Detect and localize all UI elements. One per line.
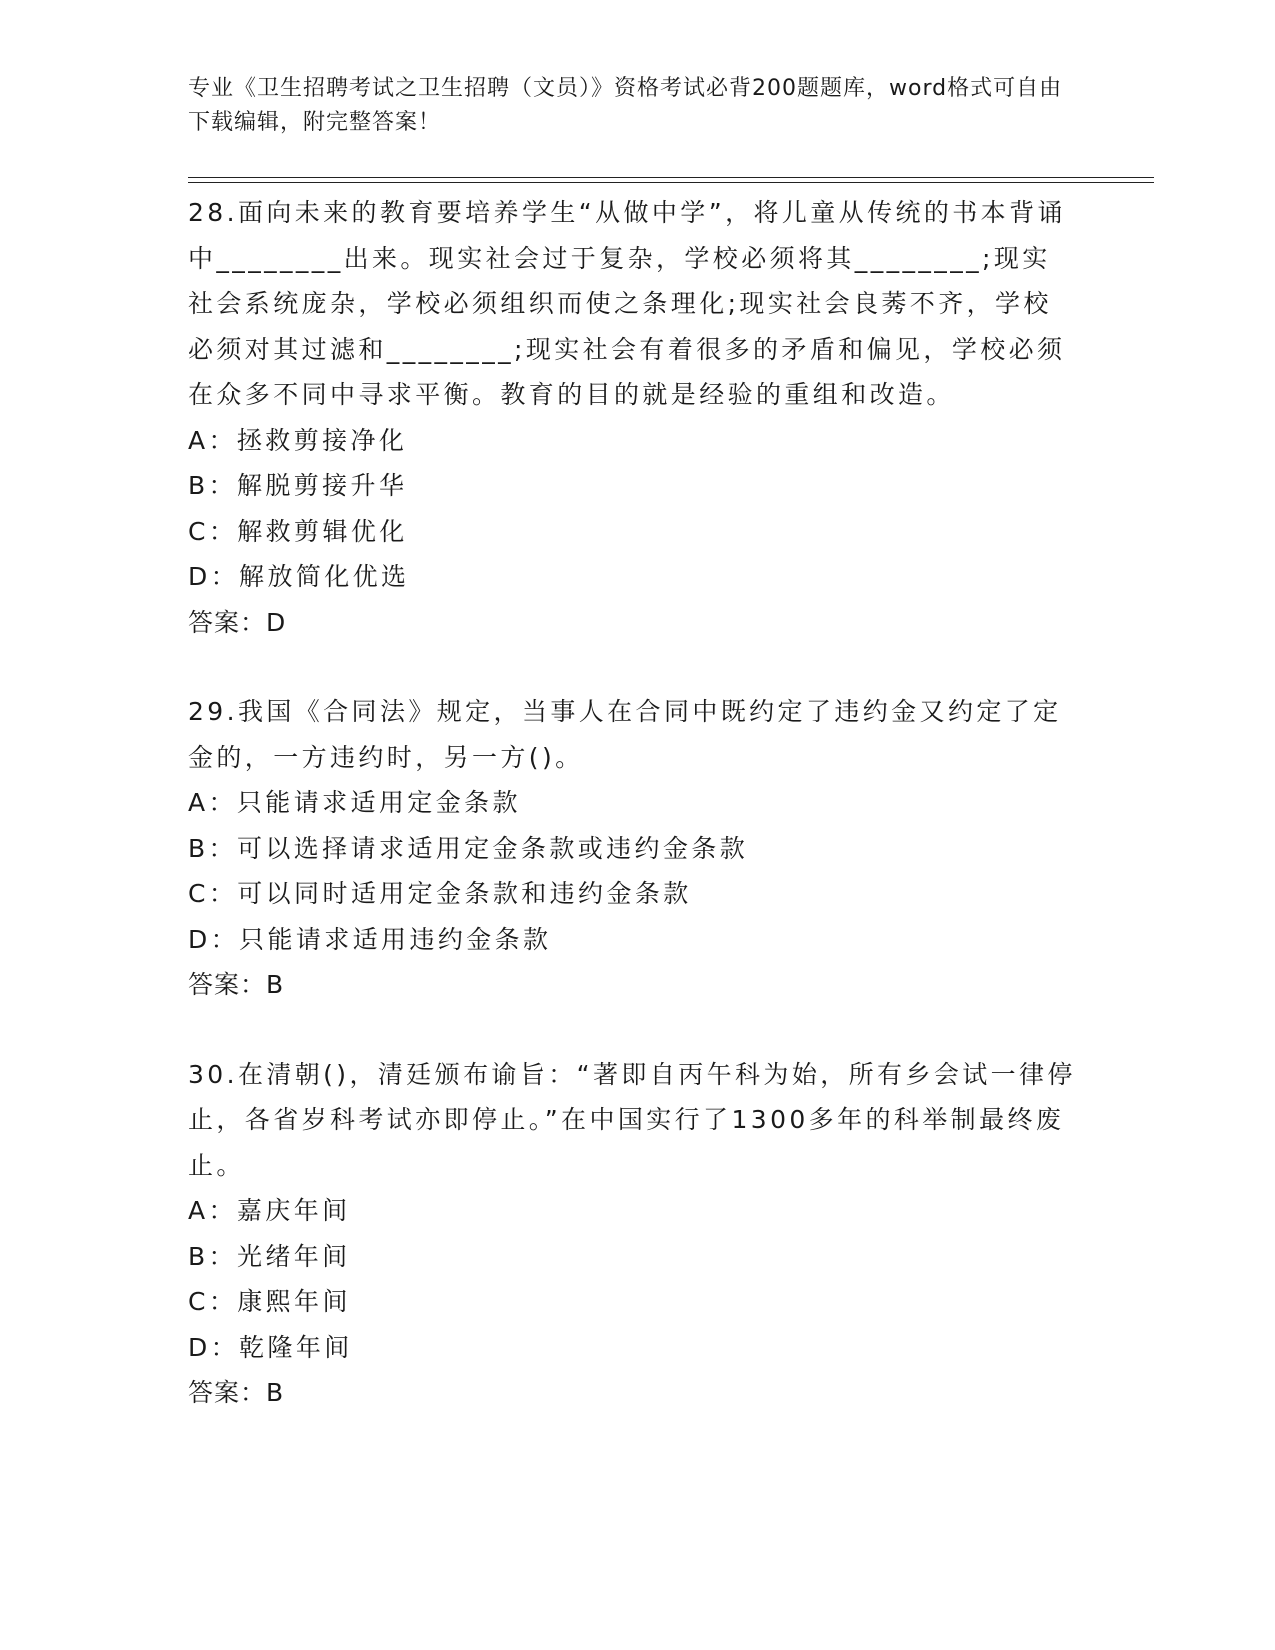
question-list	[188, 190, 1078, 1460]
option-c: C：解救剪辑优化	[188, 516, 408, 546]
answer: 答案：D	[188, 607, 287, 637]
option-d: D：只能请求适用违约金条款	[188, 924, 552, 954]
header-divider-bottom	[188, 182, 1154, 183]
option-b: B：解脱剪接升华	[188, 471, 408, 500]
question-30	[188, 1052, 1078, 1416]
option-c: C：可以同时适用定金条款和违约金条款	[188, 879, 692, 908]
question-29	[188, 689, 1078, 1008]
option-a: A：只能请求适用定金条款	[188, 788, 521, 817]
header-divider-top	[188, 177, 1154, 178]
option-b: B：光绪年间	[188, 1241, 351, 1271]
option-a: A：拯救剪接净化	[188, 425, 408, 455]
option-d: D：解放简化优选	[188, 562, 410, 591]
question-28	[188, 190, 1078, 645]
option-c: C：康熙年间	[188, 1287, 351, 1316]
document-header: 专业《卫生招聘考试之卫生招聘（文员）》资格考试必背200题题库，word格式可自由下载编辑，附完整答案！	[188, 76, 1063, 135]
question-stem: 30.在清朝()，清廷颁布谕旨：“著即自丙午科为始，所有乡会试一律停止，各省岁科考试亦即停止。”在中国实行了1300多年的科举制最终废止。	[188, 1059, 1076, 1180]
option-a: A：嘉庆年间	[188, 1196, 351, 1225]
option-d: D：乾隆年间	[188, 1332, 353, 1362]
option-b: B：可以选择请求适用定金条款或违约金条款	[188, 833, 749, 863]
question-stem: 28.面向未来的教育要培养学生“从做中学”，将儿童从传统的书本背诵中________出来。现实社会过于复杂，学校必须将其________;现实社会系统庞杂，学校必须组织而使之条理化;现实社会良莠不齐，学校必须对其过滤和________;现实社会有着很多的矛盾和偏见，学校必须在众多不同中寻求平衡。教育的目的就是经验的重组和改造。	[188, 198, 1066, 409]
answer: 答案：B	[188, 970, 285, 999]
answer: 答案：B	[188, 1378, 285, 1407]
question-stem: 29.我国《合同法》规定，当事人在合同中既约定了违约金又约定了定金的，一方违约时，另一方()。	[188, 697, 1062, 772]
